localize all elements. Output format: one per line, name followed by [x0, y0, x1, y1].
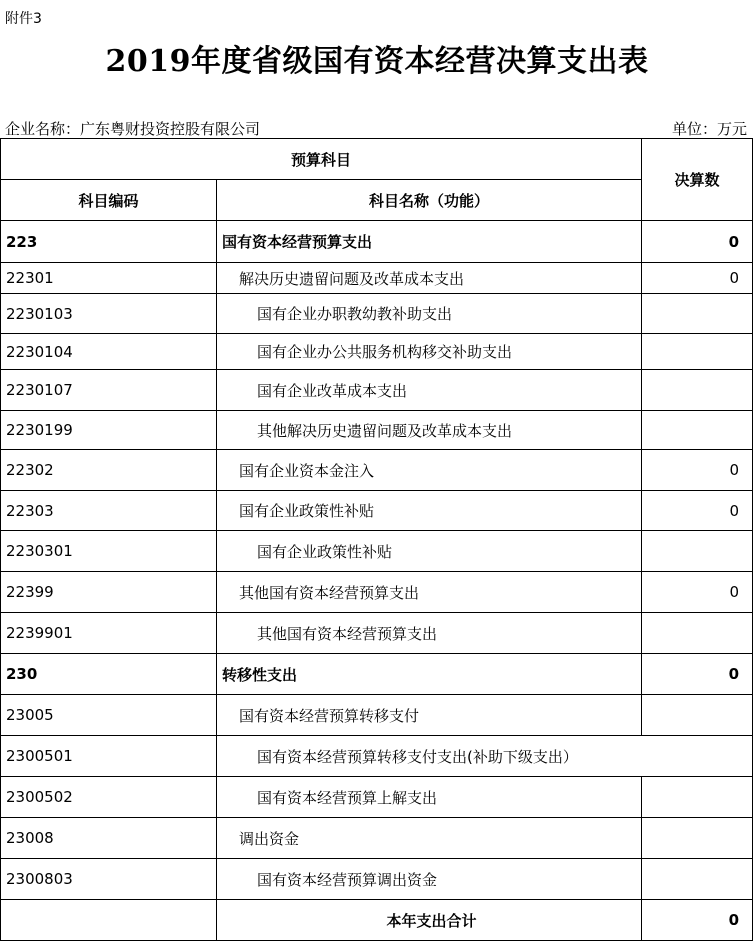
expenditure-table: [0, 138, 753, 941]
row-name: 国有企业资本金注入: [217, 450, 642, 491]
table-row: [1, 859, 753, 900]
table-row: [1, 613, 753, 654]
table-row: [1, 736, 753, 777]
table-row: [1, 491, 753, 531]
total-row: [1, 900, 753, 941]
row-code: 23005: [1, 695, 217, 736]
row-amount: 0: [642, 450, 753, 491]
organization-label: 企业名称：广东粤财投资控股有限公司: [5, 120, 261, 138]
row-name: 其他国有资本经营预算支出: [217, 613, 642, 654]
row-code: 2300501: [1, 736, 217, 777]
row-code: 2230301: [1, 531, 217, 572]
total-amount: 0: [642, 900, 753, 941]
header-name: 科目名称（功能）: [217, 180, 642, 221]
table-row: [1, 411, 753, 450]
row-code: 2230107: [1, 370, 217, 411]
row-name: 国有资本经营预算上解支出: [217, 777, 642, 818]
row-name: 国有企业改革成本支出: [217, 370, 642, 411]
row-code: 23008: [1, 818, 217, 859]
total-label: 本年支出合计: [217, 900, 642, 941]
table-row: [1, 334, 753, 370]
row-code: 2300803: [1, 859, 217, 900]
row-name: 其他国有资本经营预算支出: [217, 572, 642, 613]
row-code: 22302: [1, 450, 217, 491]
row-name: 国有企业政策性补贴: [217, 531, 642, 572]
row-name: 转移性支出: [217, 654, 642, 695]
row-amount: [642, 818, 753, 859]
unit-label: 单位：万元: [671, 120, 747, 138]
row-code: 2230103: [1, 294, 217, 334]
row-amount: 0: [642, 491, 753, 531]
row-name: 解决历史遗留问题及改革成本支出: [217, 263, 642, 294]
row-amount: [642, 531, 753, 572]
row-name: 国有资本经营预算转移支付: [217, 695, 642, 736]
row-code: 22301: [1, 263, 217, 294]
table-row: [1, 654, 753, 695]
table-row: [1, 572, 753, 613]
row-amount: [642, 334, 753, 370]
header-code: 科目编码: [1, 180, 217, 221]
table-row: [1, 263, 753, 294]
row-code: 2239901: [1, 613, 217, 654]
row-name: 国有资本经营预算调出资金: [217, 859, 642, 900]
row-name: 国有企业办公共服务机构移交补助支出: [217, 334, 642, 370]
row-amount: 0: [642, 263, 753, 294]
row-amount: [642, 859, 753, 900]
row-code: 2300502: [1, 777, 217, 818]
row-code: 22303: [1, 491, 217, 531]
row-amount: [642, 695, 753, 736]
row-amount: [642, 777, 753, 818]
row-code: 230: [1, 654, 217, 695]
table-row: [1, 221, 753, 263]
total-code: [1, 900, 217, 941]
table-row: [1, 818, 753, 859]
row-code: 2230199: [1, 411, 217, 450]
table-row: [1, 777, 753, 818]
page-title: 2019年度省级国有资本经营决算支出表: [105, 44, 649, 79]
row-name: 国有资本经营预算转移支付支出(补助下级支出）: [217, 736, 753, 777]
row-amount: [642, 613, 753, 654]
row-code: 22399: [1, 572, 217, 613]
row-name: 国有企业办职教幼教补助支出: [217, 294, 642, 334]
attachment-label: 附件3: [5, 11, 42, 27]
row-code: 2230104: [1, 334, 217, 370]
row-name: 其他解决历史遗留问题及改革成本支出: [217, 411, 642, 450]
table-row: [1, 450, 753, 491]
row-code: 223: [1, 221, 217, 263]
table-row: [1, 695, 753, 736]
row-name: 国有资本经营预算支出: [217, 221, 642, 263]
table-row: [1, 370, 753, 411]
row-amount: [642, 370, 753, 411]
header-budget-subject: 预算科目: [1, 139, 642, 180]
row-name: 调出资金: [217, 818, 642, 859]
row-amount: [642, 294, 753, 334]
row-amount: 0: [642, 572, 753, 613]
table-row: [1, 531, 753, 572]
table-row: [1, 294, 753, 334]
row-amount: 0: [642, 654, 753, 695]
row-amount: [642, 411, 753, 450]
row-amount: 0: [642, 221, 753, 263]
row-name: 国有企业政策性补贴: [217, 491, 642, 531]
header-amount: 决算数: [642, 139, 753, 221]
